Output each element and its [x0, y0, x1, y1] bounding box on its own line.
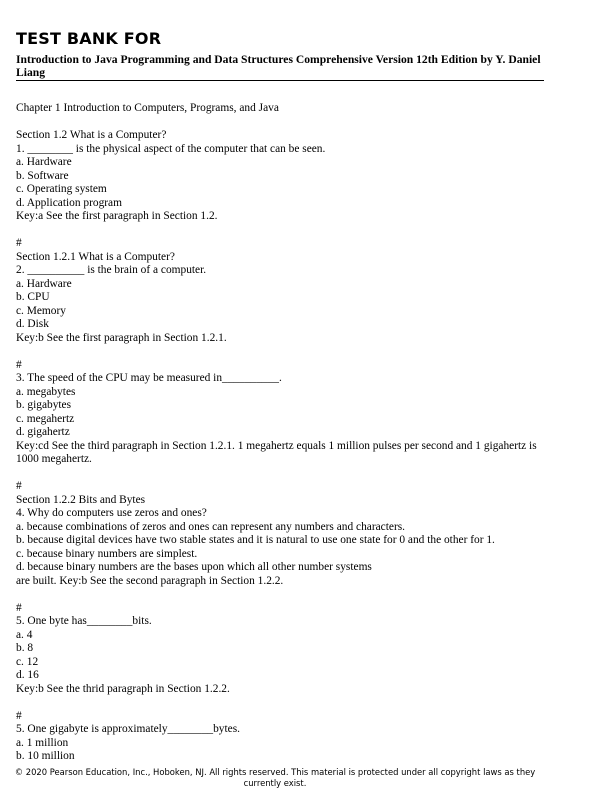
question-separator: #	[16, 237, 22, 249]
answer-key: are built. Key:b See the second paragraph in Section 1.2.2.	[16, 574, 284, 587]
answer-option: a. 1 million	[16, 736, 69, 749]
document-body	[16, 102, 551, 764]
answer-option: d. Application program	[16, 196, 122, 209]
answer-option: b. 10 million	[16, 750, 75, 762]
answer-option: b. because digital devices have two stable states and it is natural to use one state for 0 and the other for 1.	[16, 534, 495, 546]
question-separator: #	[16, 480, 22, 492]
copyright-footer: © 2020 Pearson Education, Inc., Hoboken, NJ. All rights reserved. This material is protected under all copyright laws as they currently exist.	[14, 767, 536, 788]
answer-key: Key:cd See the third paragraph in Section 1.2.1. 1 megahertz equals 1 million pulses per second and 1 gigahertz is 1000 megahertz.	[16, 439, 537, 465]
section-heading: Section 1.2.2 Bits and Bytes	[16, 493, 146, 506]
answer-option: b. CPU	[16, 291, 50, 303]
question-separator: #	[16, 709, 22, 722]
question-text: 5. One gigabyte is approximately________bytes.	[16, 723, 240, 735]
header-divider	[16, 80, 544, 81]
spacer	[16, 588, 551, 602]
question-block	[16, 602, 551, 697]
answer-key: Key:b See the first paragraph in Section 1.2.1.	[16, 331, 227, 344]
answer-option: c. 12	[16, 655, 39, 668]
chapter-heading: Chapter 1 Introduction to Computers, Programs, and Java	[16, 102, 279, 114]
question-separator: #	[16, 601, 22, 614]
answer-option: a. because combinations of zeros and ones can represent any numbers and characters.	[16, 520, 406, 533]
answer-option: a. megabytes	[16, 385, 76, 398]
question-block	[16, 359, 551, 467]
answer-option: d. because binary numbers are the bases upon which all other number systems	[16, 561, 372, 573]
question-text: 1. ________ is the physical aspect of the computer that can be seen.	[16, 142, 326, 155]
question-block	[16, 480, 551, 588]
document-subtitle: Introduction to Java Programming and Data Structures Comprehensive Version 12th Edition by Y. Daniel Liang	[16, 53, 541, 79]
question-separator: #	[16, 358, 22, 371]
answer-key: Key:b See the thrid paragraph in Section 1.2.2.	[16, 682, 230, 695]
question-text: 2. __________ is the brain of a computer.	[16, 264, 207, 276]
answer-option: d. gigahertz	[16, 426, 70, 438]
answer-key: Key:a See the first paragraph in Section 1.2.	[16, 210, 218, 222]
answer-option: c. megahertz	[16, 412, 75, 425]
answer-option: a. 4	[16, 628, 33, 641]
question-text: 5. One byte has________bits.	[16, 615, 152, 627]
answer-option: d. Disk	[16, 318, 49, 330]
answer-option: d. 16	[16, 669, 39, 681]
question-block	[16, 129, 551, 224]
spacer	[16, 345, 551, 359]
answer-option: b. Software	[16, 169, 69, 182]
spacer	[16, 224, 551, 238]
spacer	[16, 696, 551, 710]
answer-option: c. because binary numbers are simplest.	[16, 547, 198, 560]
question-text: 4. Why do computers use zeros and ones?	[16, 507, 207, 519]
section-heading: Section 1.2 What is a Computer?	[16, 129, 167, 141]
section-heading: Section 1.2.1 What is a Computer?	[16, 250, 175, 263]
spacer	[16, 116, 551, 130]
answer-option: c. Memory	[16, 304, 66, 317]
answer-option: c. Operating system	[16, 183, 107, 195]
question-block	[16, 237, 551, 345]
spacer	[16, 467, 551, 481]
answer-option: a. Hardware	[16, 277, 72, 290]
answer-option: b. 8	[16, 642, 34, 654]
question-block	[16, 710, 551, 764]
answer-option: a. Hardware	[16, 156, 72, 168]
answer-option: b. gigabytes	[16, 399, 72, 411]
document-title: TEST BANK FOR	[16, 29, 162, 48]
question-text: 3. The speed of the CPU may be measured in__________.	[16, 372, 282, 384]
